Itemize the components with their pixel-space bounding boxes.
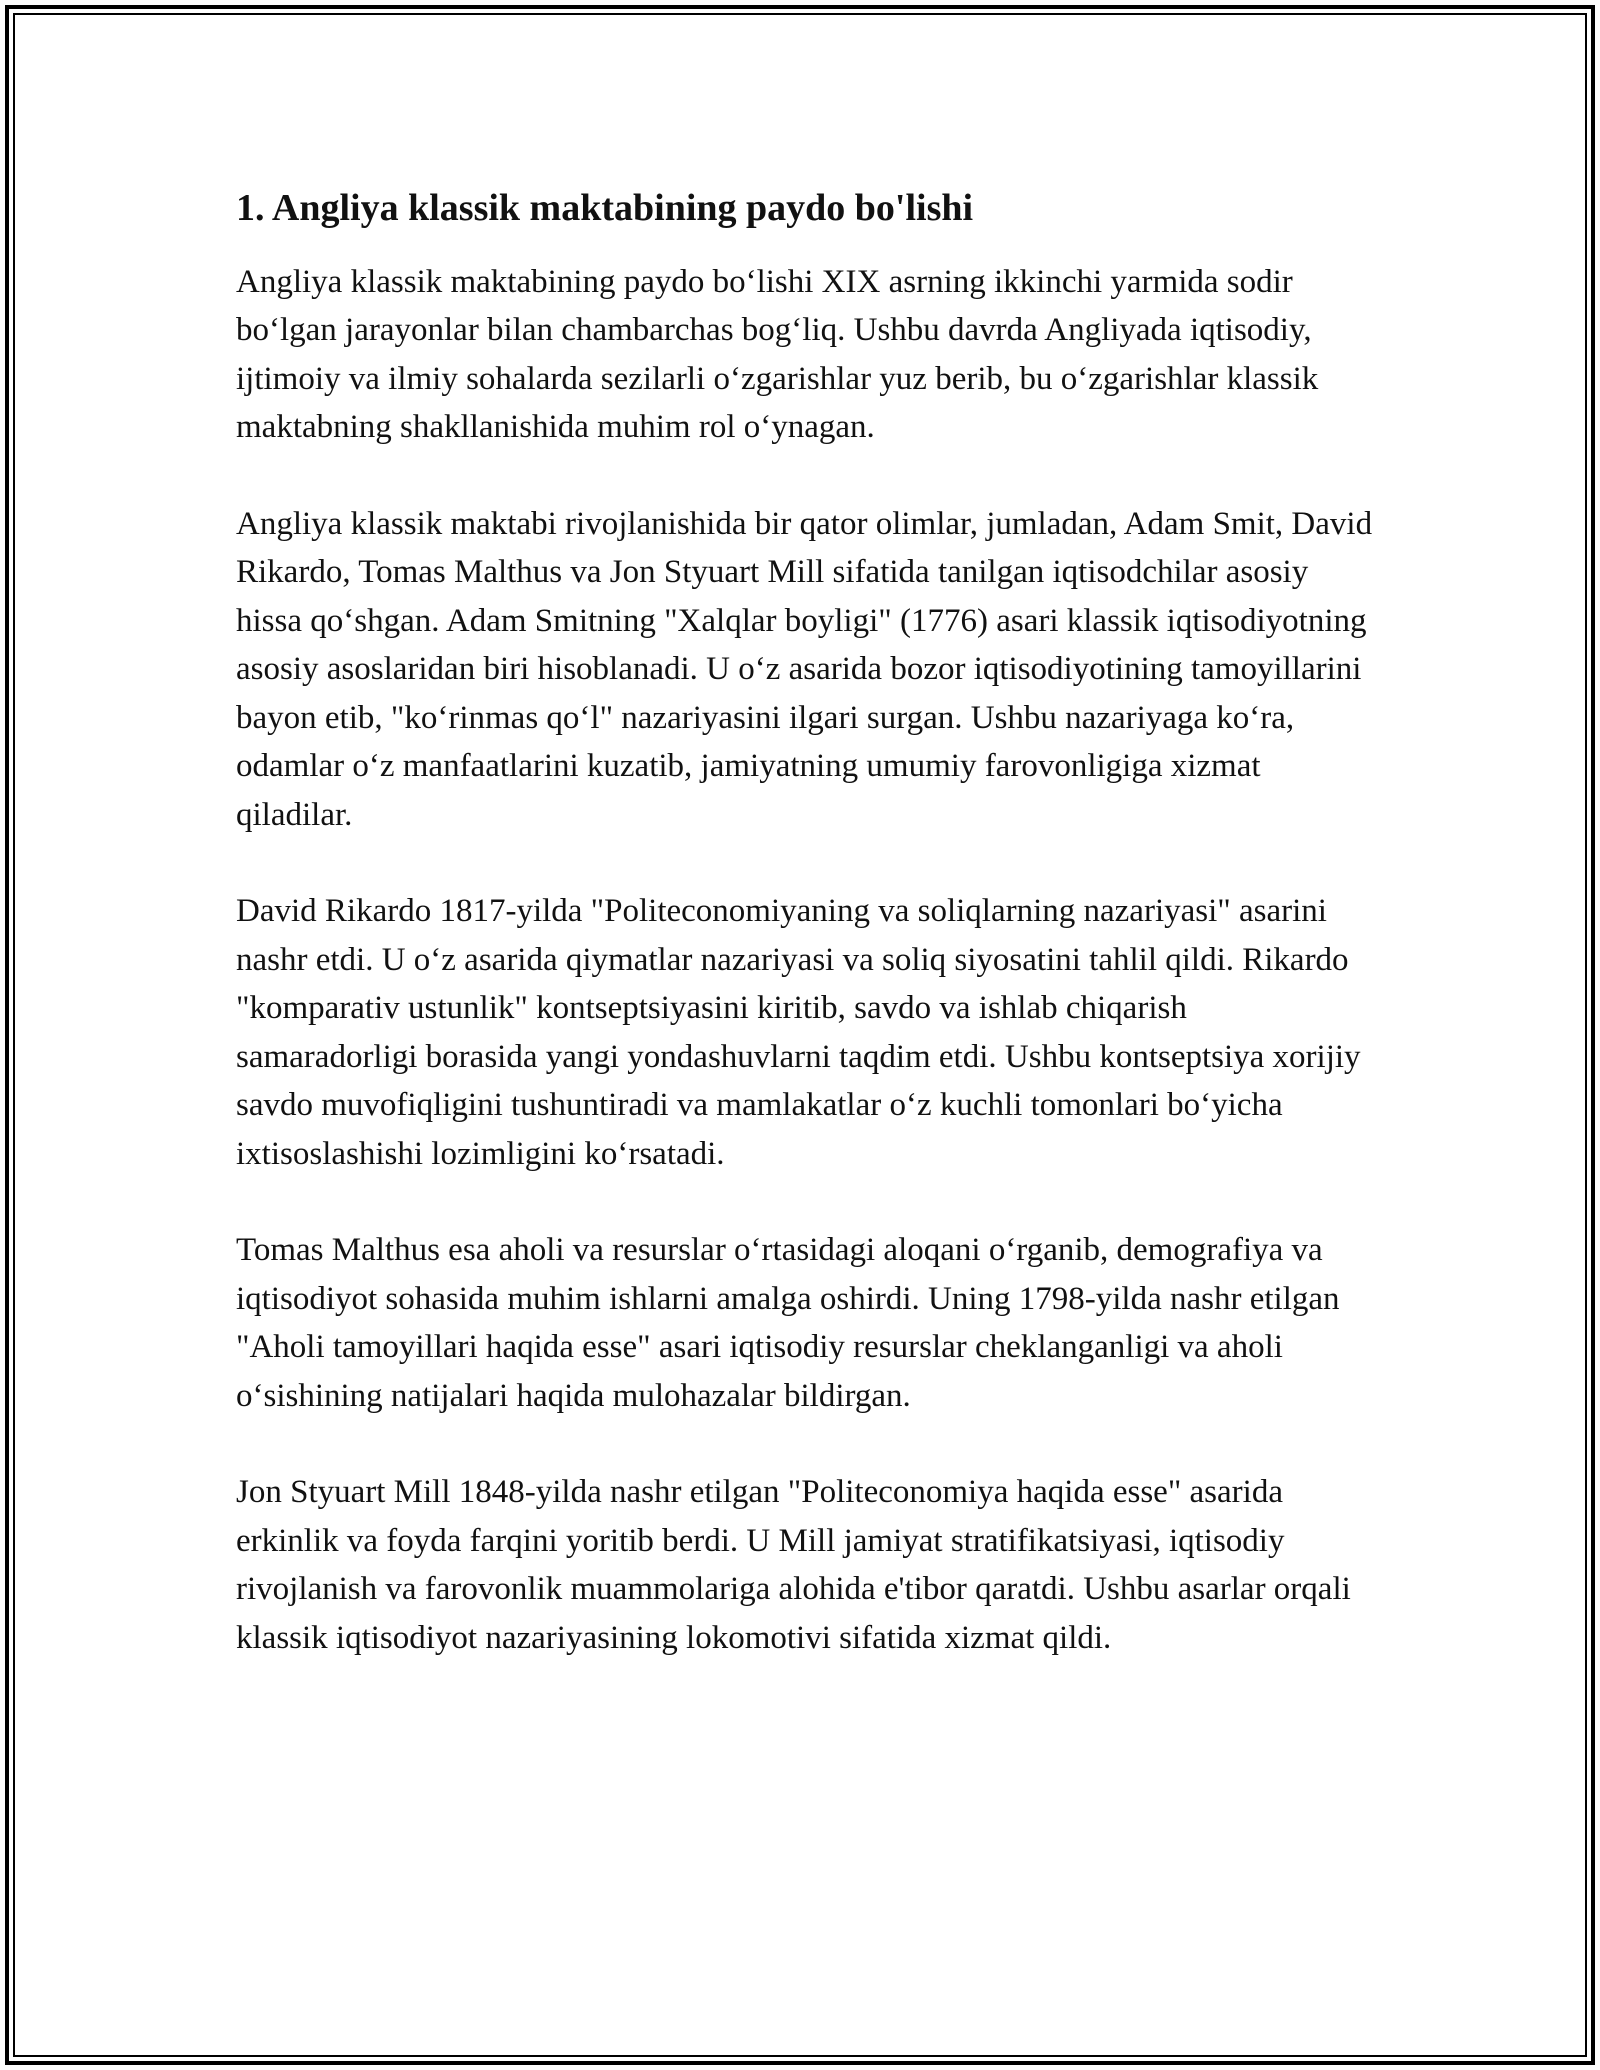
paragraph-intro: Angliya klassik maktabining paydo bo‘lishi XIX asrning ikkinchi yarmida sodir bo‘lgan jarayonlar bilan chambarchas bog‘liq. Ushbu davrda Angliyada iqtisodiy, ijtimoiy va ilmiy sohalarda sezilarli o‘zgarishlar yuz berib, bu o‘zgarishlar klassik maktabning shakllanishida muhim rol o‘ynagan. [236,263,1319,446]
paragraph-adam-smith: Angliya klassik maktabi rivojlanishida bir qator olimlar, jumladan, Adam Smit, David Rikardo, Tomas Malthus va Jon Styuart Mill sifatida tanilgan iqtisodchilar asosiy hissa qo‘shgan. Adam Smitning "Xalqlar boyligi" (1776) asari klassik iqtisodiyotning asosiy asoslaridan biri hisoblanadi. U o‘z asarida bozor iqtisodiyotining tamoyillarini bayon etib, "ko‘rinmas qo‘l" nazariyasini ilgari surgan. Ushbu nazariyaga ko‘ra, odamlar o‘z manfaatlarini kuzatib, jamiyatning umumiy farovonligiga xizmat qiladilar. [236,505,1373,833]
paragraph-david-rikardo: David Rikardo 1817-yilda "Politeconomiyaning va soliqlarning nazariyasi" asarini nashr etdi. U o‘z asarida qiymatlar nazariyasi va soliq siyosatini tahlil qildi. Rikardo "komparativ ustunlik" kontseptsiyasini kiritib, savdo va ishlab chiqarish samaradorligi borasida yangi yondashuvlarni taqdim etdi. Ushbu kontseptsiya xorijiy savdo muvofiqligini tushuntiradi va mamlakatlar o‘z kuchli tomonlari bo‘yicha ixtisoslashishi lozimligini ko‘rsatadi. [236,893,1361,1172]
paragraph-jon-styuart-mill: Jon Styuart Mill 1848-yilda nashr etilgan "Politeconomiya haqida esse" asarida erkinlik va foyda farqini yoritib berdi. U Mill jamiyat stratifikatsiyasi, iqtisodiy rivojlanish va farovonlik muammolariga alohida e'tibor qaratdi. Ushbu asarlar orqali klassik iqtisodiyot nazariyasining lokomotivi sifatida xizmat qildi. [236,1474,1351,1656]
document-title: 1. Angliya klassik maktabining paydo bo'lishi [236,187,974,229]
paragraph-tomas-malthus: Tomas Malthus esa aholi va resurslar o‘rtasidagi aloqani o‘rganib, demografiya va iqtisodiyot sohasida muhim ishlarni amalga oshirdi. Uning 1798-yilda nashr etilgan "Aholi tamoyillari haqida esse" asari iqtisodiy resurslar cheklanganligi va aholi o‘sishining natijalari haqida mulohazalar bildirgan. [236,1232,1340,1414]
document-body [236,186,1376,1710]
